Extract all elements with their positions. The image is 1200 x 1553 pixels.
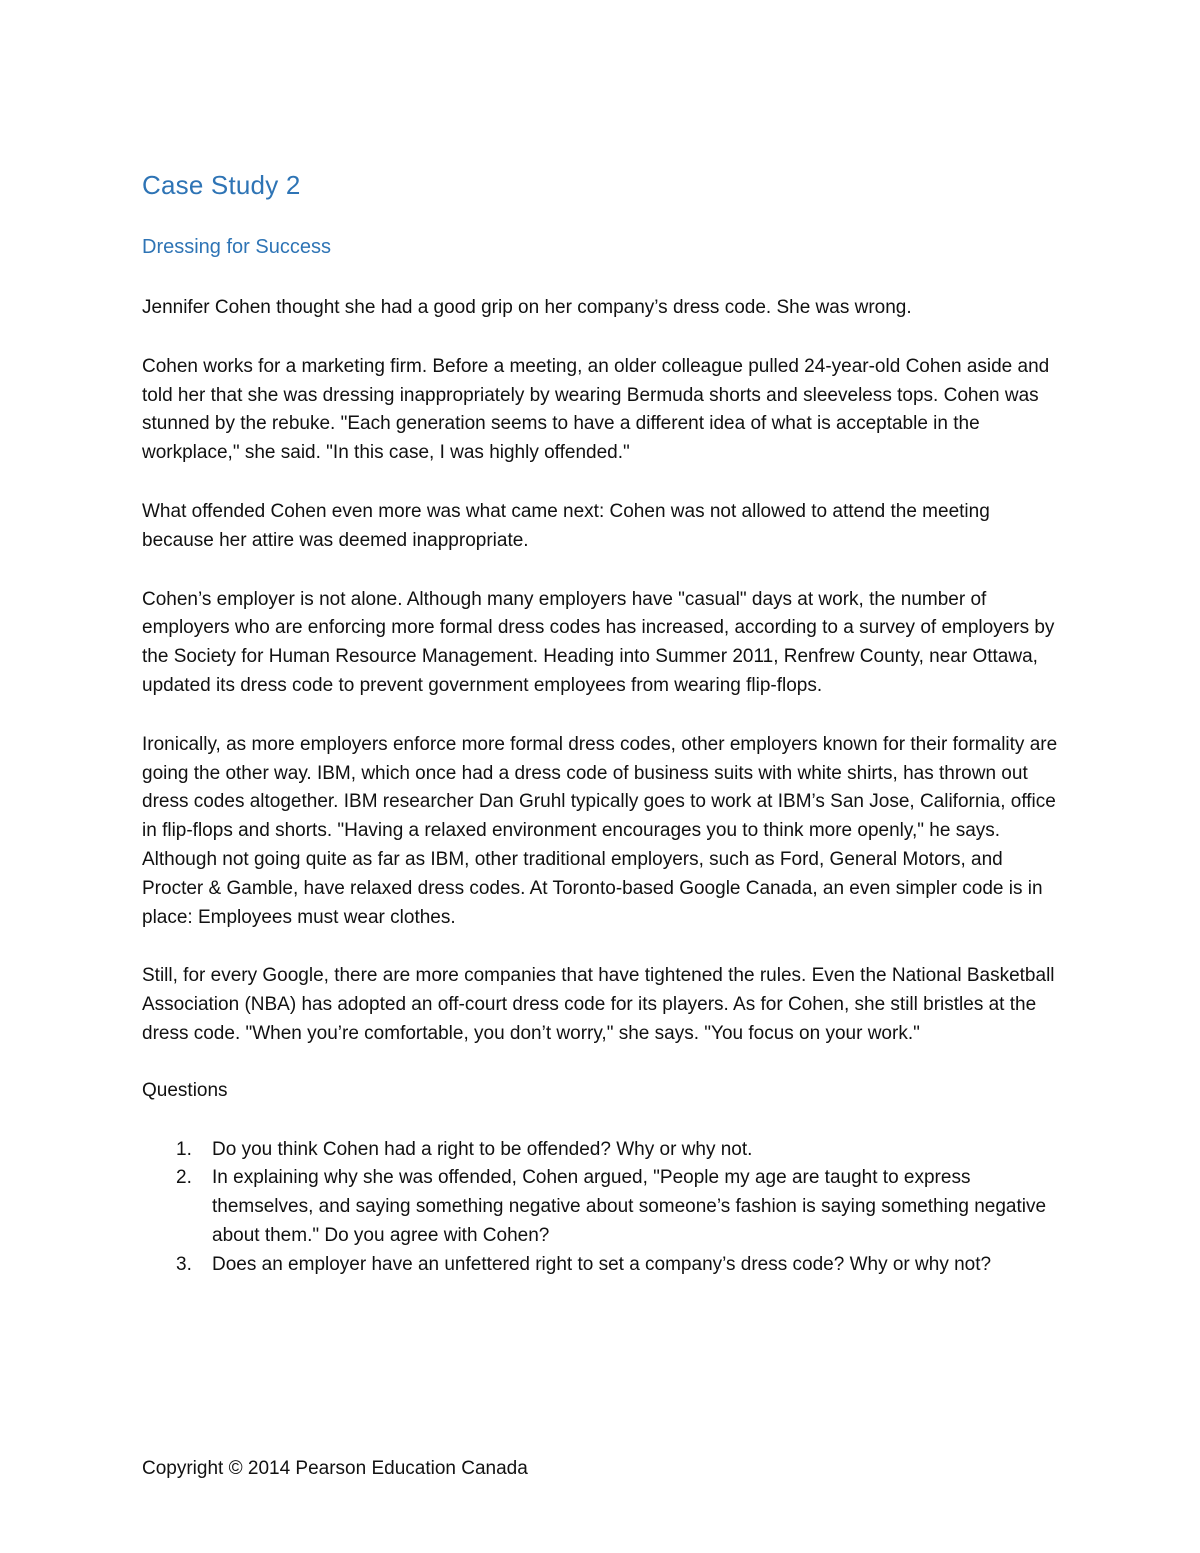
question-item	[142, 1164, 1062, 1250]
paragraph: Jennifer Cohen thought she had a good grip on her company’s dress code. She was wrong.	[142, 297, 912, 318]
questions-heading: Questions	[142, 1079, 228, 1101]
question-item	[142, 1136, 1062, 1165]
questions-list	[142, 1136, 1062, 1280]
case-study-title: Case Study 2	[142, 170, 301, 200]
question-text: Do you think Cohen had a right to be offended? Why or why not.	[212, 1138, 753, 1160]
question-number: 1.	[176, 1138, 192, 1160]
copyright-footer: Copyright © 2014 Pearson Education Canada	[142, 1458, 528, 1479]
question-text: Does an employer have an unfettered right to set a company’s dress code? Why or why not?	[212, 1253, 992, 1275]
paragraph: Cohen’s employer is not alone. Although many employers have "casual" days at work, the number of employers who are enforcing more formal dress codes has increased, according to a survey of employers by the Society for Human Resource Management. Heading into Summer 2011, Renfrew County, near Ottawa, updated its dress code to prevent government employees from wearing flip-flops.	[142, 588, 1055, 696]
document-body	[142, 166, 1062, 1280]
paragraph: Ironically, as more employers enforce more formal dress codes, other employers known for their formality are going the other way. IBM, which once had a dress code of business suits with white shirts, has thrown out dress codes altogether. IBM researcher Dan Gruhl typically goes to work at IBM’s San Jose, California, office in flip-flops and shorts. "Having a relaxed environment encourages you to think more openly," he says. Although not going quite as far as IBM, other traditional employers, such as Ford, General Motors, and Procter & Gamble, have relaxed dress codes. At Toronto-based Google Canada, an even simpler code is in place: Employees must wear clothes.	[142, 733, 1058, 928]
question-number: 2.	[176, 1167, 192, 1189]
paragraph: Cohen works for a marketing firm. Before a meeting, an older colleague pulled 24-year-old Cohen aside and told her that she was dressing inappropriately by wearing Bermuda shorts and sleeveless tops. Cohen was stunned by the rebuke. "Each generation seems to have a different idea of what is acceptable in the workplace," she said. "In this case, I was highly offended."	[142, 355, 1050, 464]
paragraph: What offended Cohen even more was what came next: Cohen was not allowed to attend the meeting because her attire was deemed inappropriate.	[142, 500, 990, 551]
question-text: In explaining why she was offended, Cohen argued, "People my age are taught to express themselves, and saying something negative about someone’s fashion is saying something negative about them." Do you agree with Cohen?	[212, 1167, 1047, 1246]
question-item	[142, 1251, 1062, 1280]
case-study-subtitle: Dressing for Success	[142, 236, 331, 258]
paragraph: Still, for every Google, there are more companies that have tightened the rules. Even the National Basketball Association (NBA) has adopted an off-court dress code for its players. As for Cohen, she still bristles at the dress code. "When you’re comfortable, you don’t worry," she says. "You focus on your work."	[142, 965, 1055, 1044]
question-number: 3.	[176, 1253, 192, 1275]
